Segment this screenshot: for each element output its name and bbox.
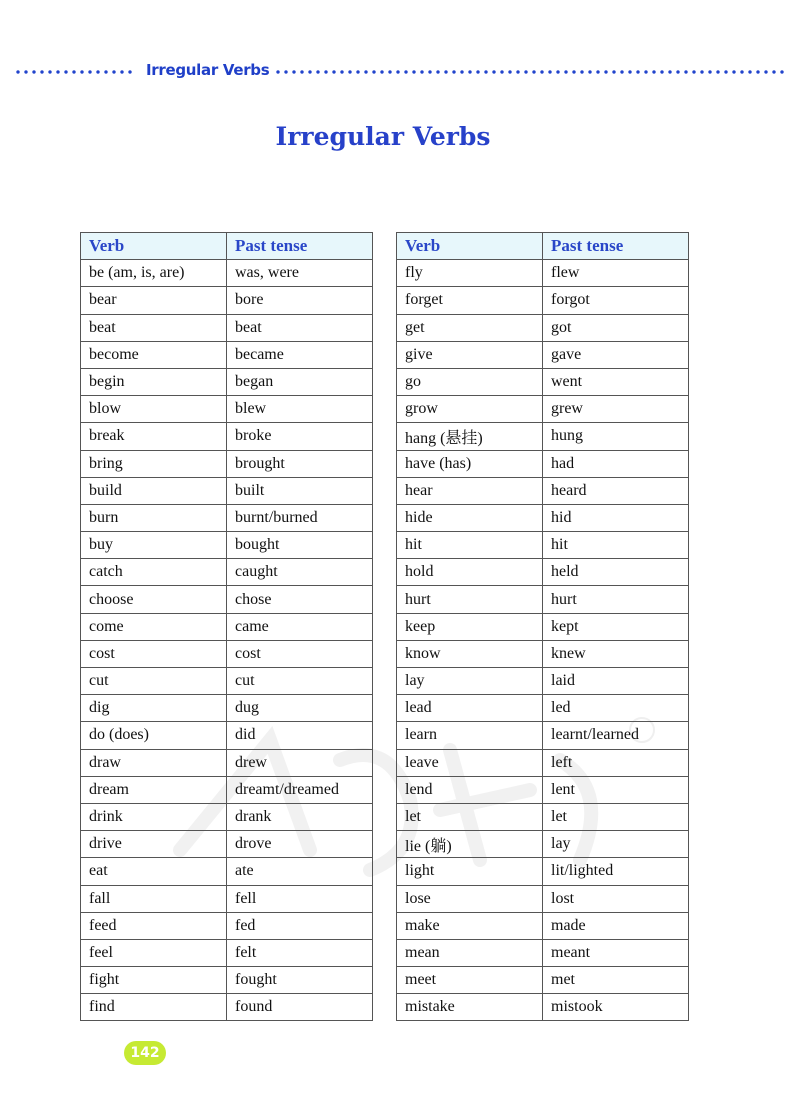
table-row bbox=[81, 640, 373, 667]
past-tense-cell: had bbox=[543, 450, 689, 477]
past-tense-cell: held bbox=[543, 559, 689, 586]
past-tense-cell: grew bbox=[543, 396, 689, 423]
table-row bbox=[81, 368, 373, 395]
past-tense-cell: hid bbox=[543, 504, 689, 531]
table-row bbox=[81, 967, 373, 994]
verb-cell: lead bbox=[397, 695, 543, 722]
verb-cell: do (does) bbox=[81, 722, 227, 749]
verb-cell: drive bbox=[81, 831, 227, 858]
verb-cell: begin bbox=[81, 368, 227, 395]
verb-cell: light bbox=[397, 858, 543, 885]
past-tense-cell: gave bbox=[543, 341, 689, 368]
past-tense-cell: blew bbox=[227, 396, 373, 423]
past-tense-cell: came bbox=[227, 613, 373, 640]
table-row bbox=[81, 532, 373, 559]
verb-cell: mistake bbox=[397, 994, 543, 1021]
verb-cell: blow bbox=[81, 396, 227, 423]
past-tense-cell: cost bbox=[227, 640, 373, 667]
past-tense-cell: heard bbox=[543, 477, 689, 504]
verb-cell: go bbox=[397, 368, 543, 395]
table-row bbox=[397, 450, 689, 477]
verb-cell: bear bbox=[81, 287, 227, 314]
verb-cell: have (has) bbox=[397, 450, 543, 477]
verb-cell: get bbox=[397, 314, 543, 341]
table-row bbox=[81, 559, 373, 586]
past-tense-cell: mistook bbox=[543, 994, 689, 1021]
table-row bbox=[397, 858, 689, 885]
past-tense-cell: found bbox=[227, 994, 373, 1021]
verb-cell: know bbox=[397, 640, 543, 667]
verb-cell: choose bbox=[81, 586, 227, 613]
table-row bbox=[81, 314, 373, 341]
past-tense-cell: dug bbox=[227, 695, 373, 722]
table-row bbox=[81, 994, 373, 1021]
past-tense-cell: drank bbox=[227, 803, 373, 830]
verb-cell: hear bbox=[397, 477, 543, 504]
verb-cell: hit bbox=[397, 532, 543, 559]
past-tense-cell: got bbox=[543, 314, 689, 341]
past-tense-cell: hung bbox=[543, 423, 689, 450]
table-row bbox=[397, 613, 689, 640]
column-header-past-tense: Past tense bbox=[227, 233, 373, 260]
column-header-verb: Verb bbox=[397, 233, 543, 260]
verb-cell: fly bbox=[397, 260, 543, 287]
table-row bbox=[397, 831, 689, 858]
verb-cell: feel bbox=[81, 939, 227, 966]
table-row bbox=[397, 967, 689, 994]
past-tense-cell: fed bbox=[227, 912, 373, 939]
table-row bbox=[397, 776, 689, 803]
past-tense-cell: caught bbox=[227, 559, 373, 586]
past-tense-cell: drove bbox=[227, 831, 373, 858]
past-tense-cell: began bbox=[227, 368, 373, 395]
table-row bbox=[81, 668, 373, 695]
header-dots-left bbox=[14, 70, 136, 74]
past-tense-cell: hit bbox=[543, 532, 689, 559]
verb-cell: keep bbox=[397, 613, 543, 640]
verb-cell: find bbox=[81, 994, 227, 1021]
verb-cell: bring bbox=[81, 450, 227, 477]
verb-cell: cut bbox=[81, 668, 227, 695]
verb-cell: burn bbox=[81, 504, 227, 531]
table-row bbox=[81, 287, 373, 314]
verb-cell: beat bbox=[81, 314, 227, 341]
table-row bbox=[397, 287, 689, 314]
table-row bbox=[397, 396, 689, 423]
verb-cell: forget bbox=[397, 287, 543, 314]
past-tense-cell: built bbox=[227, 477, 373, 504]
past-tense-cell: became bbox=[227, 341, 373, 368]
table-row bbox=[397, 341, 689, 368]
past-tense-cell: forgot bbox=[543, 287, 689, 314]
verb-cell: mean bbox=[397, 939, 543, 966]
table-row bbox=[397, 260, 689, 287]
table-row bbox=[397, 994, 689, 1021]
table-row bbox=[81, 586, 373, 613]
past-tense-cell: laid bbox=[543, 668, 689, 695]
table-row bbox=[81, 695, 373, 722]
verb-cell: lose bbox=[397, 885, 543, 912]
past-tense-cell: bore bbox=[227, 287, 373, 314]
column-header-verb: Verb bbox=[81, 233, 227, 260]
verb-cell: be (am, is, are) bbox=[81, 260, 227, 287]
past-tense-cell: learnt/learned bbox=[543, 722, 689, 749]
table-row bbox=[81, 260, 373, 287]
verb-cell: dream bbox=[81, 776, 227, 803]
table-row bbox=[81, 504, 373, 531]
verb-cell: become bbox=[81, 341, 227, 368]
table-row bbox=[81, 613, 373, 640]
past-tense-cell: drew bbox=[227, 749, 373, 776]
past-tense-cell: hurt bbox=[543, 586, 689, 613]
past-tense-cell: left bbox=[543, 749, 689, 776]
table-row bbox=[397, 532, 689, 559]
past-tense-cell: went bbox=[543, 368, 689, 395]
table-row bbox=[397, 668, 689, 695]
verb-cell: lay bbox=[397, 668, 543, 695]
running-header bbox=[0, 60, 800, 84]
table-row bbox=[397, 939, 689, 966]
past-tense-cell: let bbox=[543, 803, 689, 830]
verb-cell: make bbox=[397, 912, 543, 939]
header-dots-right bbox=[274, 70, 786, 74]
table-row bbox=[397, 640, 689, 667]
verb-cell: break bbox=[81, 423, 227, 450]
verb-cell: come bbox=[81, 613, 227, 640]
verb-cell: drink bbox=[81, 803, 227, 830]
page-title: Irregular Verbs bbox=[275, 122, 491, 151]
table-row bbox=[81, 423, 373, 450]
verb-cell: let bbox=[397, 803, 543, 830]
table-row bbox=[397, 749, 689, 776]
table-row bbox=[397, 885, 689, 912]
past-tense-cell: broke bbox=[227, 423, 373, 450]
past-tense-cell: chose bbox=[227, 586, 373, 613]
table-row bbox=[397, 423, 689, 450]
verbs-table-left bbox=[80, 232, 373, 1021]
table-row bbox=[81, 858, 373, 885]
past-tense-cell: kept bbox=[543, 613, 689, 640]
verb-cell: hold bbox=[397, 559, 543, 586]
verb-cell: fall bbox=[81, 885, 227, 912]
past-tense-cell: was, were bbox=[227, 260, 373, 287]
page-number-badge: 142 bbox=[124, 1041, 166, 1065]
table-row bbox=[81, 450, 373, 477]
table-row bbox=[81, 341, 373, 368]
past-tense-cell: led bbox=[543, 695, 689, 722]
past-tense-cell: lit/lighted bbox=[543, 858, 689, 885]
past-tense-cell: dreamt/dreamed bbox=[227, 776, 373, 803]
past-tense-cell: bought bbox=[227, 532, 373, 559]
verb-cell: grow bbox=[397, 396, 543, 423]
verb-cell: catch bbox=[81, 559, 227, 586]
table-header-row bbox=[397, 233, 689, 260]
table-row bbox=[397, 504, 689, 531]
verb-cell: cost bbox=[81, 640, 227, 667]
past-tense-cell: fought bbox=[227, 967, 373, 994]
table-row bbox=[397, 559, 689, 586]
table-row bbox=[81, 722, 373, 749]
verb-cell: hide bbox=[397, 504, 543, 531]
table-row bbox=[81, 803, 373, 830]
header-title: Irregular Verbs bbox=[146, 61, 270, 79]
verb-cell: buy bbox=[81, 532, 227, 559]
past-tense-cell: lent bbox=[543, 776, 689, 803]
past-tense-cell: felt bbox=[227, 939, 373, 966]
table-row bbox=[397, 695, 689, 722]
verb-cell: fight bbox=[81, 967, 227, 994]
verb-cell: give bbox=[397, 341, 543, 368]
table-row bbox=[81, 912, 373, 939]
verb-cell: hurt bbox=[397, 586, 543, 613]
past-tense-cell: meant bbox=[543, 939, 689, 966]
past-tense-cell: cut bbox=[227, 668, 373, 695]
verb-cell: hang (悬挂) bbox=[397, 423, 543, 450]
table-row bbox=[397, 803, 689, 830]
verb-cell: build bbox=[81, 477, 227, 504]
table-row bbox=[397, 912, 689, 939]
verb-cell: learn bbox=[397, 722, 543, 749]
past-tense-cell: ate bbox=[227, 858, 373, 885]
verb-cell: leave bbox=[397, 749, 543, 776]
verb-cell: eat bbox=[81, 858, 227, 885]
past-tense-cell: made bbox=[543, 912, 689, 939]
table-row bbox=[397, 477, 689, 504]
verb-cell: lend bbox=[397, 776, 543, 803]
column-header-past-tense: Past tense bbox=[543, 233, 689, 260]
table-row bbox=[397, 722, 689, 749]
verb-cell: draw bbox=[81, 749, 227, 776]
past-tense-cell: flew bbox=[543, 260, 689, 287]
past-tense-cell: fell bbox=[227, 885, 373, 912]
verb-cell: dig bbox=[81, 695, 227, 722]
table-row bbox=[81, 749, 373, 776]
verb-cell: meet bbox=[397, 967, 543, 994]
verb-cell: feed bbox=[81, 912, 227, 939]
table-row bbox=[397, 586, 689, 613]
verb-cell: lie (躺) bbox=[397, 831, 543, 858]
past-tense-cell: lost bbox=[543, 885, 689, 912]
table-header-row bbox=[81, 233, 373, 260]
past-tense-cell: beat bbox=[227, 314, 373, 341]
past-tense-cell: burnt/burned bbox=[227, 504, 373, 531]
table-row bbox=[81, 776, 373, 803]
table-row bbox=[81, 885, 373, 912]
table-row bbox=[397, 314, 689, 341]
verbs-table-right bbox=[396, 232, 689, 1021]
past-tense-cell: lay bbox=[543, 831, 689, 858]
past-tense-cell: did bbox=[227, 722, 373, 749]
past-tense-cell: knew bbox=[543, 640, 689, 667]
table-row bbox=[81, 396, 373, 423]
past-tense-cell: met bbox=[543, 967, 689, 994]
table-row bbox=[81, 477, 373, 504]
past-tense-cell: brought bbox=[227, 450, 373, 477]
table-row bbox=[81, 939, 373, 966]
table-row bbox=[397, 368, 689, 395]
table-row bbox=[81, 831, 373, 858]
